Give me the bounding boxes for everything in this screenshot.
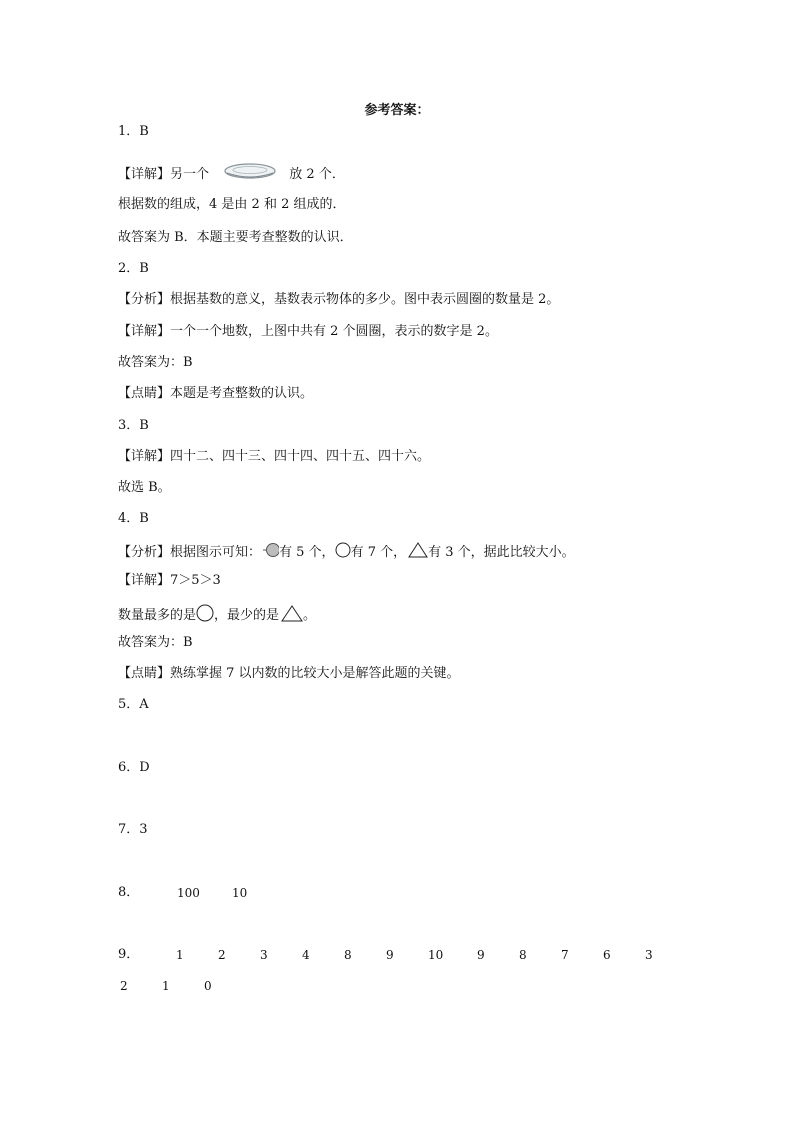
q9-value: 8 (519, 948, 527, 962)
q1-detail-text-a: 【详解】另一个 (118, 167, 210, 182)
q9-value: 0 (204, 979, 212, 993)
q9-value: 7 (561, 948, 569, 962)
q2-detail: 【详解】一个一个地数，上图中共有 2 个圆圈，表示的数字是 2。 (118, 324, 498, 339)
plate-icon (223, 162, 277, 187)
q2-point: 【点睛】本题是考查整数的认识。 (118, 386, 314, 401)
q4-detail: 【详解】7＞5＞3 (118, 573, 221, 588)
q9-value: 1 (176, 948, 184, 962)
q2-conclusion: 故答案为：B (118, 355, 193, 370)
q9-value: 2 (218, 948, 226, 962)
q1-line3: 故答案为 B．本题主要考查整数的认识． (118, 230, 353, 245)
q1-detail-text-b: 放 2 个． (289, 167, 345, 182)
q4-answer: 4．B (118, 511, 149, 526)
q9-value: 10 (428, 948, 444, 962)
q4-analysis-text-b: 有 5 个， (279, 545, 335, 560)
q8-value: 100 (177, 886, 200, 900)
q9-value: 6 (603, 948, 611, 962)
answer-title: 参考答案： (364, 103, 430, 118)
triangle-icon (408, 542, 428, 563)
q4-analysis (118, 542, 575, 563)
q1-detail (118, 162, 345, 187)
q9-number: 9． (118, 947, 140, 962)
q3-detail: 【详解】四十二、四十三、四十四、四十五、四十六。 (118, 449, 431, 464)
q4-point: 【点睛】熟练掌握 7 以内数的比较大小是解答此题的关键。 (118, 666, 460, 681)
q4-analysis-text-a: 【分析】根据图示可知： (118, 545, 262, 560)
q8-number: 8． (118, 885, 140, 900)
q4-analysis-text-c: 有 7 个， (350, 545, 407, 560)
circle-icon (196, 604, 214, 627)
q7-answer: 7．3 (118, 822, 148, 837)
q4-analysis-text-d: 有 3 个，据此比较大小。 (428, 545, 575, 560)
q9-value: 3 (260, 948, 268, 962)
q9-value: 4 (302, 948, 310, 962)
triangle-icon (281, 605, 303, 627)
q1-answer: 1．B (118, 124, 149, 139)
q9-value: 2 (120, 979, 128, 993)
q4-more (118, 604, 316, 627)
q2-analysis: 【分析】根据基数的意义，基数表示物体的多少。图中表示圆圈的数量是 2。 (118, 292, 560, 307)
q4-more-text-a: 数量最多的是 (118, 608, 197, 623)
q4-more-text-c: 。 (303, 608, 317, 623)
q4-conclusion: 故答案为：B (118, 635, 193, 650)
q9-value: 3 (645, 948, 653, 962)
gray-circle-icon (263, 542, 279, 563)
circle-icon (335, 542, 351, 563)
q9-value: 9 (386, 948, 394, 962)
q5-answer: 5．A (118, 697, 149, 712)
q2-answer: 2．B (118, 261, 149, 276)
q6-answer: 6．D (118, 760, 150, 775)
q1-line2: 根据数的组成，4 是由 2 和 2 组成的． (118, 197, 346, 212)
q4-more-text-b: ，最少的是 (214, 608, 280, 623)
q3-answer: 3．B (118, 418, 149, 433)
q3-conclusion: 故选 B。 (118, 480, 171, 495)
q9-value: 1 (162, 979, 170, 993)
q8-value: 10 (232, 886, 248, 900)
q9-value: 9 (477, 948, 485, 962)
q9-value: 8 (344, 948, 352, 962)
